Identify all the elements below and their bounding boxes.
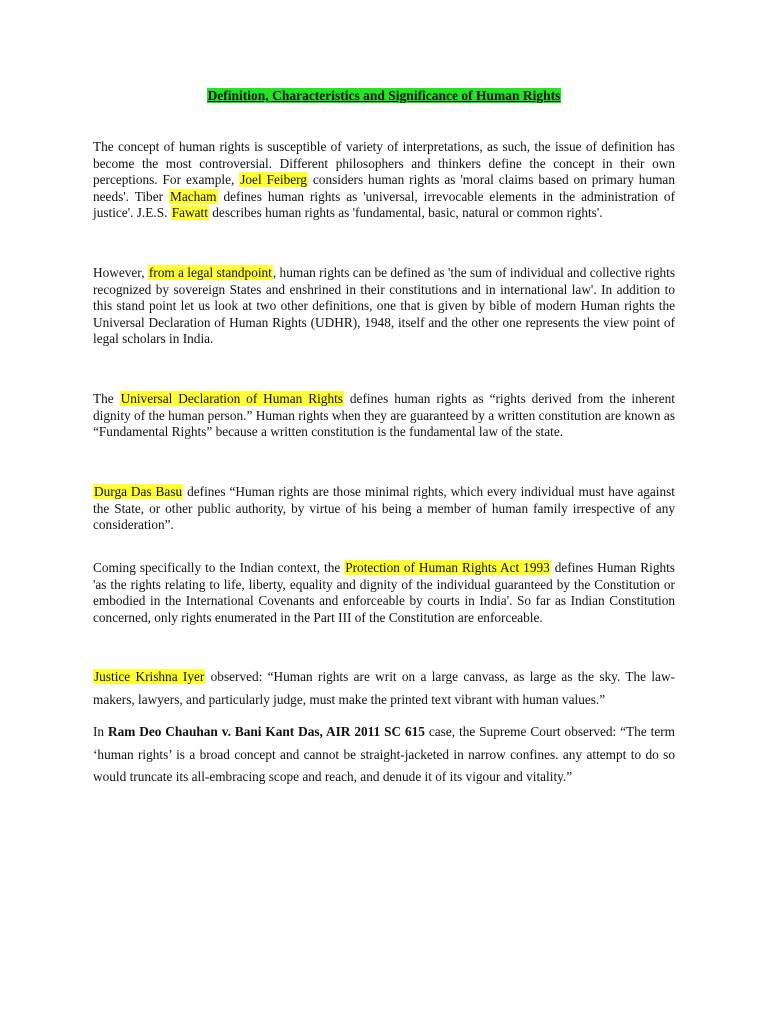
p5-text-1: Coming specifically to the Indian context, the [93,560,345,575]
highlight-krishna-iyer: Justice Krishna Iyer [94,669,205,684]
p1-text-2: considers human rights as 'moral claims based on primary human needs'. Tiber [93,172,675,204]
paragraph-krishna-iyer [93,666,675,711]
case-citation: Ram Deo Chauhan v. Bani Kant Das, AIR 2011 SC 615 [108,724,425,739]
highlight-joel-feiberg: Joel Feiberg [240,172,307,188]
paragraph-indian-context [93,560,675,626]
highlight-fawatt: Fawatt [171,205,208,221]
title-highlight: Definition, Characteristics and Significance of Human Rights [207,88,561,103]
p6-text-1: observed: “Human rights are writ on a large canvass, as large as the sky. The law-makers, lawyers, and particularly judge, must make the printed text vibrant with human values.” [93,669,675,707]
p7-text-1: In [93,724,108,739]
highlight-protection-act: Protection of Human Rights Act 1993 [345,560,550,575]
highlight-durga-das-basu: Durga Das Basu [94,484,183,499]
highlight-legal-standpoint: from a legal standpoint [148,265,272,280]
paragraph-definition-intro [93,139,675,222]
highlight-macham: Macham [170,188,217,204]
paragraph-udhr [93,391,675,441]
paragraph-supreme-court [93,721,675,789]
highlight-udhr: Universal Declaration of Human Rights [120,391,343,406]
p5-text-2: defines Human Rights 'as the rights relating to life, liberty, equality and dignity of the individual guaranteed by the Constitution or embodied in the International Covenants and enforceable by courts in India'. So far as Indian Constitution concerned, only rights enumerated in the Part III of the Constitution are enforceable. [93,560,675,625]
p2-text-1: However, [93,265,148,280]
p3-text-2: defines human rights as “rights derived from the inherent dignity of the human person.” Human rights when they are guaranteed by a written constitution are known as “Fundamental Rights” because a written constitution is the fundamental law of the state. [93,391,675,440]
p2-text-2: , human rights can be defined as 'the sum of individual and collective rights recognized by sovereign States and enshrined in their constitutions and in international law'. In addition to this stand point let us look at two other definitions, one that is given by bible of modern Human rights the Universal Declaration of Human Rights (UDHR), 1948, itself and the other one represents the view point of legal scholars in India. [93,265,675,347]
p7-text-2: case, the Supreme Court observed: “The term ‘human rights’ is a broad concept and cannot be straight-jacketed in narrow confines. any attempt to do so would truncate its all-embracing scope and reach, and denude it of its vigour and vitality.” [93,724,676,785]
p1-text-3: defines human rights as 'universal, irrevocable elements in the administration of justice'. J.E.S. [93,188,675,221]
p4-text-1: defines “Human rights are those minimal rights, which every individual must have against the State, or other public authority, by virtue of his being a member of human family irrespective of any consideration”. [93,484,675,533]
p1-text-1: The concept of human rights is susceptible of variety of interpretations, as such, the issue of definition has become the most controversial. Different philosophers and thinkers define the concept in their own perceptions. For example, [93,139,675,188]
paragraph-durga-das-basu [93,484,675,534]
paragraph-legal-standpoint [93,265,675,348]
document-title [0,88,768,104]
p1-text-4: describes human rights as 'fundamental, basic, natural or common rights'. [208,205,603,221]
p3-text-1: The [93,391,120,406]
